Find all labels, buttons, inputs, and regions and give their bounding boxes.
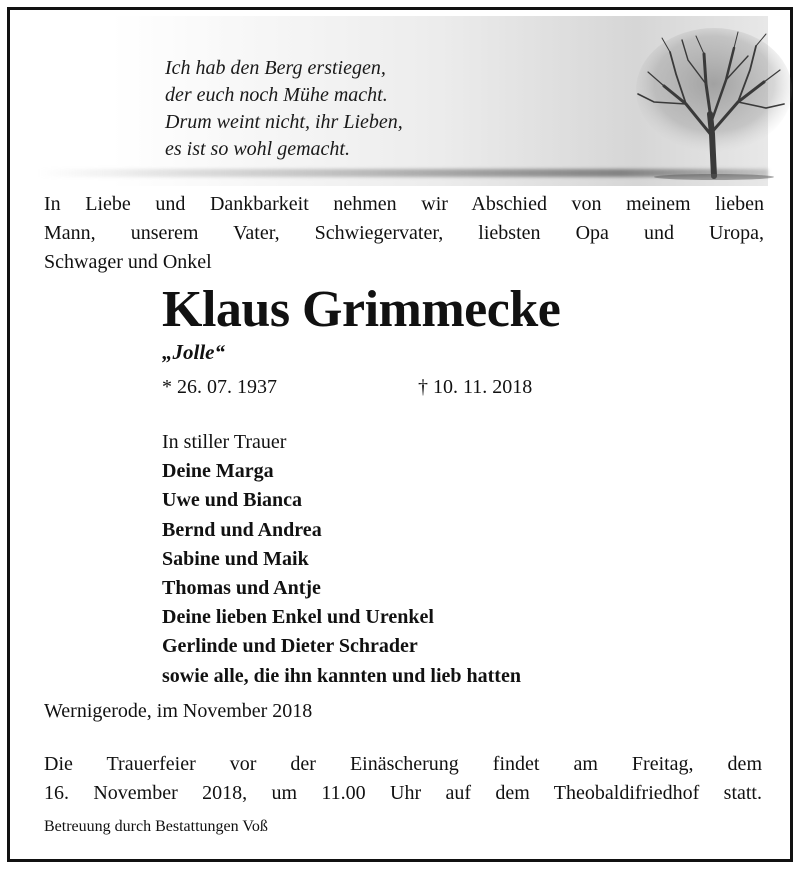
poem bbox=[165, 55, 403, 163]
funeral-notice bbox=[44, 750, 762, 808]
mourner-name: Uwe und Bianca bbox=[162, 489, 303, 512]
mourner-name: Bernd und Andrea bbox=[162, 518, 322, 541]
tree-icon bbox=[626, 24, 796, 186]
birth-date: * 26. 07. 1937 bbox=[162, 376, 277, 398]
funeral-line: Die Trauerfeier vor der Einäscherung findet am Freitag, dem bbox=[44, 753, 762, 775]
mourner-name: sowie alle, die ihn kannten und lieb hatten bbox=[162, 664, 521, 687]
funeral-line: 16. November 2018, um 11.00 Uhr auf dem Theobaldifriedhof statt. bbox=[44, 782, 762, 804]
mourner-name: Gerlinde und Dieter Schrader bbox=[162, 635, 418, 658]
mourner-name: Sabine und Maik bbox=[162, 547, 309, 570]
mourner-name: Thomas und Antje bbox=[162, 577, 321, 600]
mourner-name: Deine Marga bbox=[162, 460, 274, 483]
intro-line: In Liebe und Dankbarkeit nehmen wir Abschied von meinem lieben bbox=[44, 193, 764, 215]
poem-line: es ist so wohl gemacht. bbox=[165, 138, 350, 160]
undertaker-credit: Betreuung durch Bestattungen Voß bbox=[44, 818, 268, 835]
mourners-heading: In stiller Trauer bbox=[162, 431, 287, 453]
obituary-card bbox=[7, 7, 793, 862]
mourners-list bbox=[162, 428, 521, 691]
poem-line: Drum weint nicht, ihr Lieben, bbox=[165, 111, 403, 133]
death-date: † 10. 11. 2018 bbox=[418, 376, 533, 398]
intro-text bbox=[44, 190, 764, 277]
header-banner bbox=[38, 16, 768, 186]
mourner-name: Deine lieben Enkel und Urenkel bbox=[162, 606, 434, 629]
poem-line: der euch noch Mühe macht. bbox=[165, 84, 388, 106]
place-date: Wernigerode, im November 2018 bbox=[44, 700, 313, 722]
intro-line: Schwager und Onkel bbox=[44, 251, 212, 273]
deceased-name: Klaus Grimmecke bbox=[162, 281, 561, 338]
intro-line: Mann, unserem Vater, Schwiegervater, liebsten Opa und Uropa, bbox=[44, 222, 764, 244]
deceased-nickname: „Jolle“ bbox=[162, 340, 225, 364]
poem-line: Ich hab den Berg erstiegen, bbox=[165, 57, 386, 79]
